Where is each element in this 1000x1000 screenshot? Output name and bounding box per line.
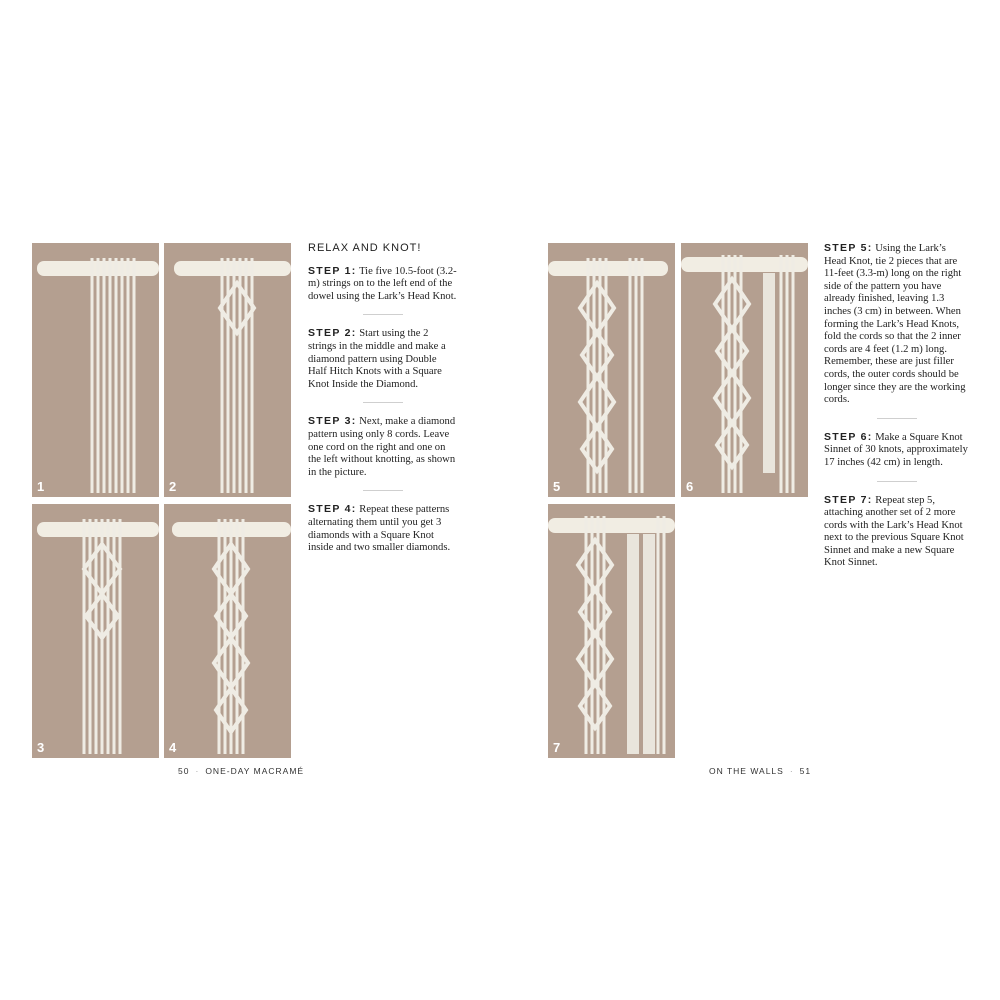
divider bbox=[877, 481, 917, 482]
left-text-column bbox=[308, 242, 458, 555]
step-2: STEP 2: Start using the 2 strings in the middle and make a diamond pattern using Double Half Hitch Knots with a Square Knot Inside the Diamond. bbox=[308, 327, 446, 390]
step-3: STEP 3: Next, make a diamond pattern using only 8 cords. Leave one cord on the right and one on the left without knotting, as shown in the picture. bbox=[308, 415, 456, 478]
photo-number: 1 bbox=[37, 479, 45, 494]
right-page-footer: ON THE WALLS · 51 bbox=[709, 766, 812, 776]
macrame-photo-1-image bbox=[32, 243, 159, 497]
step-label: STEP 4 bbox=[308, 503, 352, 516]
step-5: STEP 5: Using the Lark’s Head Knot, tie 2 pieces that are 11-feet (3.3-m) long on the right side of the pattern you have already finished, leaving 1.3 inches (3 cm) in between. When forming the Lark’s Head Knots, fold the cords so that the 2 inner cords are 4 feet (1.2 m) long. Remember, these are just filler cords, the outer cords should be longer since they are the working cords. bbox=[824, 242, 966, 406]
photo-number: 2 bbox=[169, 479, 177, 494]
photo-number: 4 bbox=[169, 740, 177, 755]
step-label: STEP 3 bbox=[308, 415, 352, 428]
photo-number: 5 bbox=[553, 479, 561, 494]
macrame-photo-2-image bbox=[164, 243, 291, 497]
step-label: STEP 5 bbox=[824, 242, 868, 254]
left-page-footer: 50 · ONE-DAY MACRAMÉ bbox=[178, 766, 305, 776]
macrame-photo-5-image bbox=[548, 243, 675, 497]
photo-step-2 bbox=[164, 243, 291, 497]
macrame-photo-6-image bbox=[681, 243, 808, 497]
page-number: 50 bbox=[178, 766, 190, 776]
step-text: Repeat step 5, attaching another set of 2 more cords with the Lark’s Head Knot next to the previous Square Knot Sinnet and make a new Square Knot Sinnet. bbox=[824, 494, 964, 569]
step-4: STEP 4: Repeat these patterns alternating them until you get 3 diamonds with a Square Knot inside and two smaller diamonds. bbox=[308, 503, 451, 554]
step-label: STEP 2 bbox=[308, 327, 352, 340]
running-title: ONE-DAY MACRAMÉ bbox=[205, 766, 305, 776]
macrame-photo-4-image bbox=[164, 504, 291, 758]
divider bbox=[363, 314, 403, 315]
step-text: Make a Square Knot Sinnet of 30 knots, approximately 17 inches (42 cm) in length. bbox=[824, 431, 968, 468]
step-text: Start using the 2 strings in the middle and make a diamond pattern using Double Half Hitch Knots with a Square Knot Inside the Diamond. bbox=[308, 328, 446, 390]
photo-number: 7 bbox=[553, 740, 561, 755]
section-heading: RELAX AND KNOT! bbox=[308, 242, 422, 254]
photo-step-4 bbox=[164, 504, 291, 758]
running-title: ON THE WALLS bbox=[709, 766, 784, 776]
photo-step-5 bbox=[548, 243, 675, 497]
step-label: STEP 6 bbox=[824, 430, 868, 443]
step-label: STEP 7 bbox=[824, 493, 868, 506]
photo-number: 6 bbox=[686, 479, 694, 494]
step-1: STEP 1: Tie five 10.5-foot (3.2-m) strings on to the left end of the dowel using the Lark’s Head Knot. bbox=[308, 264, 457, 302]
macrame-photo-3-image bbox=[32, 504, 159, 758]
step-text: Next, make a diamond pattern using only 8 cords. Leave one cord on the right and one on the left without knotting, as shown in the picture. bbox=[308, 416, 456, 478]
right-text-column bbox=[824, 242, 970, 570]
photo-step-7 bbox=[548, 504, 675, 758]
step-7: STEP 7: Repeat step 5, attaching another set of 2 more cords with the Lark’s Head Knot next to the previous Square Knot Sinnet and make a new Square Knot Sinnet. bbox=[824, 493, 964, 569]
photo-step-6 bbox=[681, 243, 808, 497]
step-text: Repeat these patterns alternating them until you get 3 diamonds with a Square Knot inside and two smaller diamonds. bbox=[308, 504, 451, 554]
photo-number: 3 bbox=[37, 740, 45, 755]
step-label: STEP 1 bbox=[308, 264, 352, 277]
page-number: 51 bbox=[799, 766, 812, 776]
divider bbox=[363, 490, 403, 491]
divider bbox=[363, 402, 403, 403]
photo-step-3 bbox=[32, 504, 159, 758]
step-text: Tie five 10.5-foot (3.2-m) strings on to the left end of the dowel using the Lark’s Head Knot. bbox=[308, 265, 457, 302]
step-text: Using the Lark’s Head Knot, tie 2 pieces that are 11-feet (3.3-m) long on the right side of the pattern you have already finished, leaving 1.3 inches (3 cm) in between. When forming the Lark’s Head Knots, fold the cords so that the 2 inner cords are 4 feet (1.2 m) long. Remember, these are just filler cords, the outer cords should be longer since they are the working cords. bbox=[824, 243, 966, 406]
macrame-photo-7-image bbox=[548, 504, 675, 758]
step-6: STEP 6: Make a Square Knot Sinnet of 30 knots, approximately 17 inches (42 cm) in length. bbox=[824, 430, 968, 468]
divider bbox=[877, 418, 917, 419]
photo-step-1 bbox=[32, 243, 159, 497]
